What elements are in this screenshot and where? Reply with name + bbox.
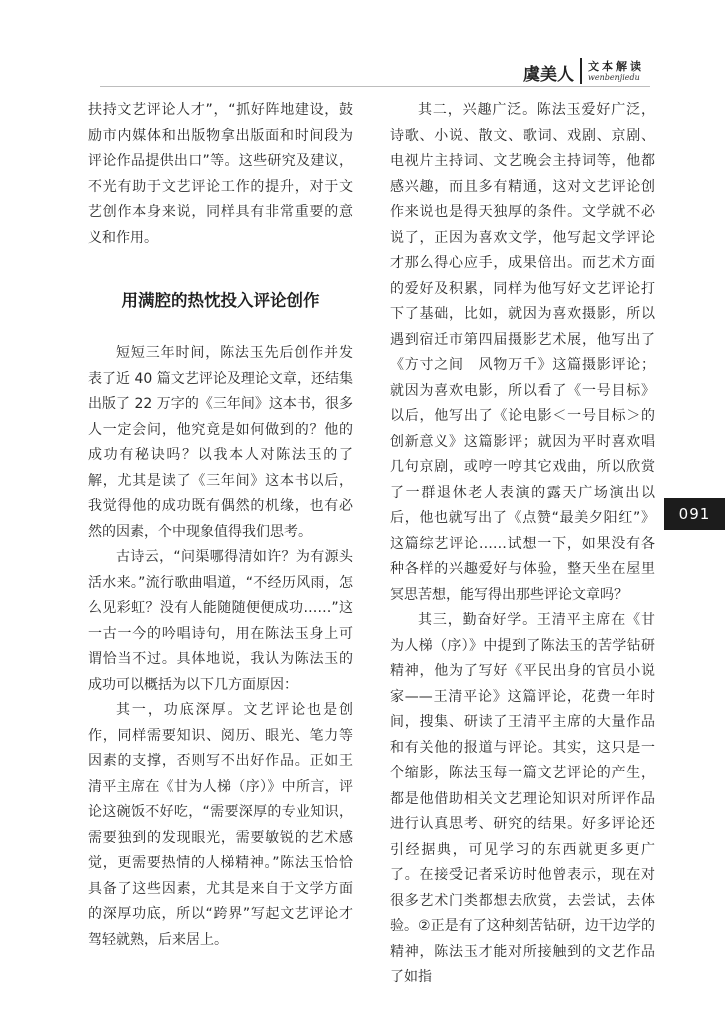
paragraph: 其二，兴趣广泛。陈法玉爱好广泛，诗歌、小说、散文、歌词、戏剧、京剧、电视片主持词、文艺晚会主持词等，他都感兴趣，而且多有精通，这对文艺评论创作来说也是得天独厚的条件。文学就不必说了，正因为喜欢文学，他写起文学评论才那么得心应手，成果倍出。而艺术方面的爱好及积累，同样为他写好文艺评论打下了基础，比如，就因为喜欢摄影，所以遇到宿迁市第四届摄影艺术展，他写出了《方寸之间 风物万千》这篇摄影评论；就因为喜欢电影，所以看了《一号目标》以后，他写出了《论电影＜一号目标＞的创新意义》这篇影评；就因为平时喜欢唱几句京剧，或哼一哼其它戏曲，所以欣赏了一群退休老人表演的露天广场演出以后，他也就写出了《点赞“最美夕阳红”》这篇综艺评论……试想一下，如果没有各种各样的兴趣爱好与体验，整天坐在屋里冥思苦想，能写得出那些评论文章吗？ (390, 102, 655, 603)
section-heading: 用满腔的热忱投入评论创作 (121, 291, 320, 310)
column-title: 文本解读 (588, 60, 644, 73)
header-divider (580, 58, 582, 84)
paragraph: 其一，功底深厚。文艺评论也是创作，同样需要知识、阅历、眼光、笔力等因素的支撑，否则写不出好作品。正如王清平主席在《甘为人梯（序）》中所言，评论这碗饭不好吃，“需要深厚的专业知识，需要独到的发现眼光，需要敏锐的艺术感觉，更需要热情的人梯精神。”陈法玉恰恰具备了这些因素，尤其是来自于文学方面的深厚功底，所以“跨界”写起文艺评论才驾轻就熟，后来居上。 (88, 702, 353, 948)
paragraph: 其三，勤奋好学。王清平主席在《甘为人梯（序）》中提到了陈法玉的苦学钻研精神，他为了写好《平民出身的官员小说家——王清平论》这篇评论，花费一年时间，搜集、研读了王清平主席的大量作品和有关他的报道与评论。其实，这只是一个缩影，陈法玉每一篇文艺评论的产生，都是他借助相关文艺理论知识对所评作品进行认真思考、研究的结果。好多评论还引经据典，可见学习的东西就更多更广了。在接受记者采访时他曾表示，现在对很多艺术门类都想去欣赏，去尝试，去体验。②正是有了这种刻苦钻研，边干边学的精神，陈法玉才能对所接触到的文艺作品了如指 (390, 612, 655, 985)
left-column (88, 98, 353, 953)
header-rule (100, 86, 650, 87)
paragraph: 古诗云，“问渠哪得清如许？为有源头活水来。”流行歌曲唱道，“不经历风雨，怎么见彩虹？没有人能随随便便成功……”这一古一今的吟唱诗句，用在陈法玉身上可谓恰当不过。具体地说，我认为陈法玉的成功可以概括为以下几方面原因： (88, 549, 353, 693)
section-name: 虞美人 (523, 65, 574, 85)
column-subtitle: wenbenjiedu (588, 73, 640, 82)
right-column (390, 98, 655, 991)
paragraph: 短短三年时间，陈法玉先后创作并发表了近 40 篇文艺评论及理论文章，还结集出版了 22 万字的《三年间》这本书，很多人一定会问，他究竟是如何做到的？他的成功有秘诀吗？以我本人对陈法玉的了解，尤其是读了《三年间》这本书以后，我觉得他的成功既有偶然的机缘，也有必然的因素，个中现象值得我们思考。 (88, 345, 353, 540)
page-number: 091 (664, 498, 725, 530)
paragraph: 扶持文艺评论人才”，“抓好阵地建设，鼓励市内媒体和出版物拿出版面和时间段为评论作品提供出口”等。这些研究及建议，不光有助于文艺评论工作的提升，对于文艺创作本身来说，同样具有非常重要的意义和作用。 (88, 102, 353, 246)
